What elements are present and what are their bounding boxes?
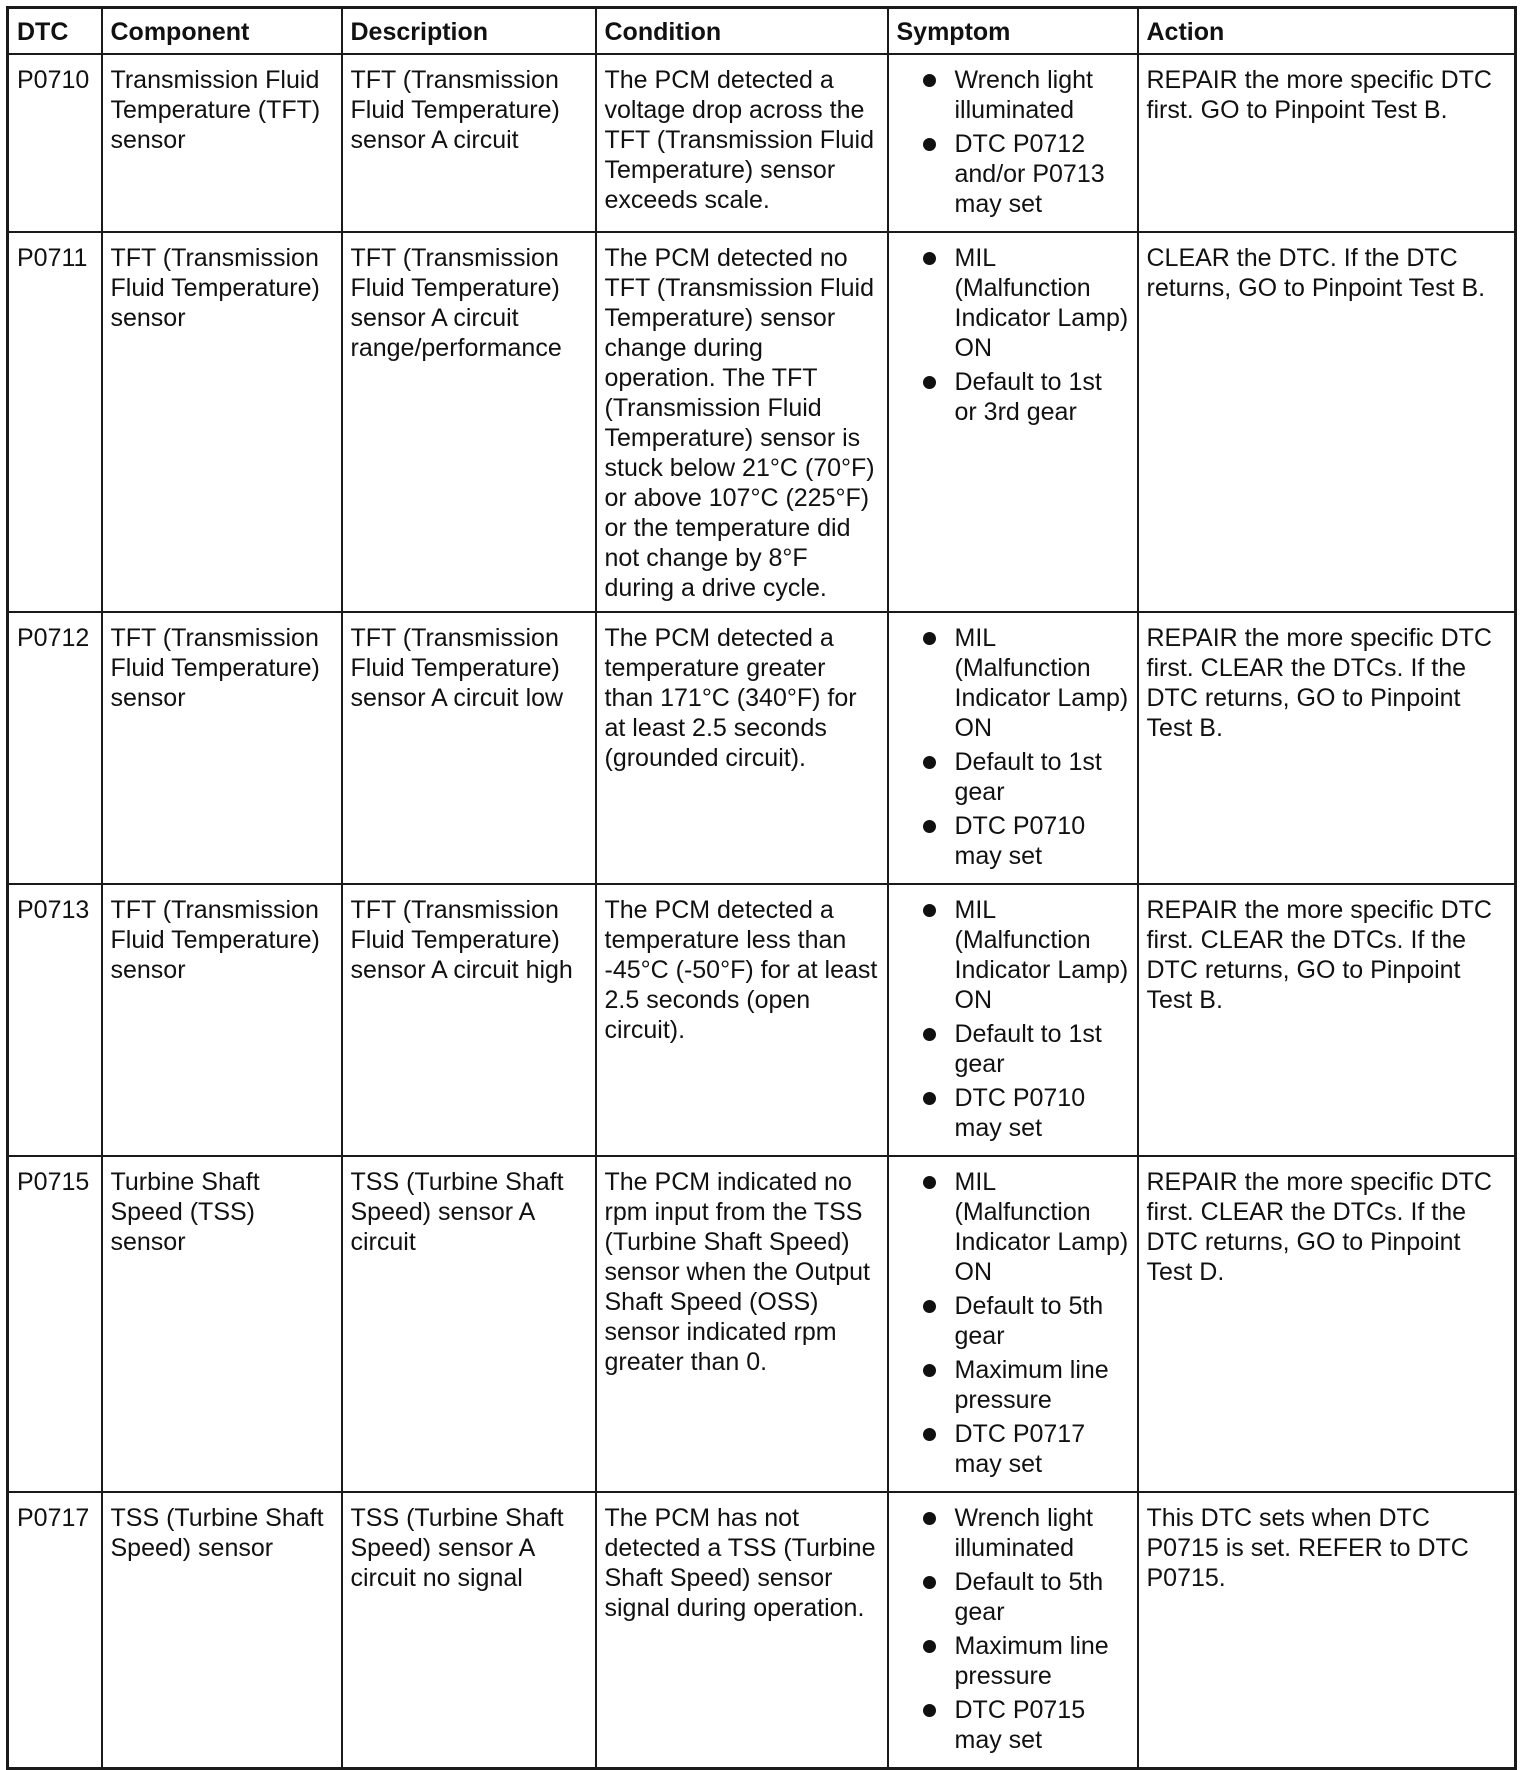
- bullet-icon: [923, 376, 936, 389]
- header-description: Description: [342, 8, 596, 55]
- symptom-list: [897, 1167, 1129, 1479]
- symptom-text: DTC P0710 may set: [954, 812, 1086, 870]
- symptom-cell: [888, 232, 1138, 612]
- symptom-cell: [888, 1492, 1138, 1769]
- description-cell: TSS (Turbine Shaft Speed) sensor A circuit no signal: [342, 1492, 596, 1769]
- symptom-text: Default to 1st or 3rd gear: [954, 368, 1102, 426]
- symptom-text: Wrench light illuminated: [954, 1504, 1093, 1562]
- symptom-cell: [888, 612, 1138, 884]
- symptom-list: [897, 623, 1129, 871]
- symptom-item: [897, 895, 1129, 1015]
- dtc-code: P0711: [8, 232, 102, 612]
- symptom-item: [897, 623, 1129, 743]
- symptom-item: [897, 1419, 1129, 1479]
- description-cell: TFT (Transmission Fluid Temperature) sensor A circuit: [342, 54, 596, 232]
- component-cell: Transmission Fluid Temperature (TFT) sensor: [102, 54, 342, 232]
- component-cell: TFT (Transmission Fluid Temperature) sensor: [102, 612, 342, 884]
- dtc-code: P0713: [8, 884, 102, 1156]
- symptom-text: Maximum line pressure: [954, 1356, 1109, 1414]
- bullet-icon: [923, 756, 936, 769]
- symptom-item: [897, 1631, 1129, 1691]
- symptom-item: [897, 1695, 1129, 1755]
- symptom-text: MIL (Malfunction Indicator Lamp) ON: [954, 244, 1129, 362]
- symptom-text: MIL (Malfunction Indicator Lamp) ON: [954, 896, 1129, 1014]
- symptom-text: MIL (Malfunction Indicator Lamp) ON: [954, 1168, 1129, 1286]
- component-cell: TSS (Turbine Shaft Speed) sensor: [102, 1492, 342, 1769]
- symptom-text: MIL (Malfunction Indicator Lamp) ON: [954, 624, 1129, 742]
- symptom-cell: [888, 54, 1138, 232]
- dtc-table: [6, 6, 1517, 1770]
- symptom-list: [897, 1503, 1129, 1755]
- symptom-item: [897, 1083, 1129, 1143]
- symptom-text: Wrench light illuminated: [954, 66, 1093, 124]
- symptom-text: Default to 5th gear: [954, 1568, 1104, 1626]
- table-row: [8, 1492, 1516, 1769]
- condition-cell: The PCM has not detected a TSS (Turbine Shaft Speed) sensor signal during operation.: [596, 1492, 888, 1769]
- bullet-icon: [923, 904, 936, 917]
- bullet-icon: [923, 252, 936, 265]
- description-cell: TFT (Transmission Fluid Temperature) sensor A circuit range/performance: [342, 232, 596, 612]
- action-cell: REPAIR the more specific DTC first. CLEAR the DTCs. If the DTC returns, GO to Pinpoint Test B.: [1138, 884, 1516, 1156]
- header-component: Component: [102, 8, 342, 55]
- bullet-icon: [923, 632, 936, 645]
- symptom-cell: [888, 1156, 1138, 1492]
- bullet-icon: [923, 820, 936, 833]
- bullet-icon: [923, 1512, 936, 1525]
- symptom-item: [897, 243, 1129, 363]
- symptom-list: [897, 243, 1129, 427]
- symptom-text: DTC P0715 may set: [954, 1696, 1086, 1754]
- symptom-text: Maximum line pressure: [954, 1632, 1109, 1690]
- symptom-text: Default to 1st gear: [954, 748, 1102, 806]
- symptom-item: [897, 1019, 1129, 1079]
- bullet-icon: [923, 1300, 936, 1313]
- header-row: [8, 8, 1516, 55]
- description-cell: TSS (Turbine Shaft Speed) sensor A circuit: [342, 1156, 596, 1492]
- description-cell: TFT (Transmission Fluid Temperature) sensor A circuit high: [342, 884, 596, 1156]
- symptom-item: [897, 1503, 1129, 1563]
- symptom-list: [897, 65, 1129, 219]
- component-cell: Turbine Shaft Speed (TSS) sensor: [102, 1156, 342, 1492]
- symptom-item: [897, 1567, 1129, 1627]
- bullet-icon: [923, 1092, 936, 1105]
- bullet-icon: [923, 1428, 936, 1441]
- symptom-text: Default to 5th gear: [954, 1292, 1104, 1350]
- bullet-icon: [923, 1176, 936, 1189]
- symptom-item: [897, 65, 1129, 125]
- condition-cell: The PCM indicated no rpm input from the TSS (Turbine Shaft Speed) sensor when the Output Shaft Speed (OSS) sensor indicated rpm greater than 0.: [596, 1156, 888, 1492]
- dtc-code: P0715: [8, 1156, 102, 1492]
- bullet-icon: [923, 1364, 936, 1377]
- symptom-item: [897, 367, 1129, 427]
- action-cell: This DTC sets when DTC P0715 is set. REFER to DTC P0715.: [1138, 1492, 1516, 1769]
- action-cell: REPAIR the more specific DTC first. CLEAR the DTCs. If the DTC returns, GO to Pinpoint Test D.: [1138, 1156, 1516, 1492]
- symptom-item: [897, 129, 1129, 219]
- bullet-icon: [923, 1576, 936, 1589]
- condition-cell: The PCM detected no TFT (Transmission Fluid Temperature) sensor change during operation. The TFT (Transmission Fluid Temperature) sensor is stuck below 21°C (70°F) or above 107°C (225°F) or the temperature did not change by 8°F during a drive cycle.: [596, 232, 888, 612]
- symptom-cell: [888, 884, 1138, 1156]
- header-dtc: DTC: [8, 8, 102, 55]
- bullet-icon: [923, 138, 936, 151]
- bullet-icon: [923, 1704, 936, 1717]
- table-row: [8, 54, 1516, 232]
- symptom-item: [897, 1355, 1129, 1415]
- header-condition: Condition: [596, 8, 888, 55]
- symptom-text: Default to 1st gear: [954, 1020, 1102, 1078]
- action-cell: REPAIR the more specific DTC first. CLEAR the DTCs. If the DTC returns, GO to Pinpoint Test B.: [1138, 612, 1516, 884]
- header-action: Action: [1138, 8, 1516, 55]
- bullet-icon: [923, 1028, 936, 1041]
- symptom-item: [897, 747, 1129, 807]
- description-cell: TFT (Transmission Fluid Temperature) sensor A circuit low: [342, 612, 596, 884]
- symptom-text: DTC P0712 and/or P0713 may set: [954, 130, 1105, 218]
- dtc-code: P0717: [8, 1492, 102, 1769]
- condition-cell: The PCM detected a voltage drop across the TFT (Transmission Fluid Temperature) sensor exceeds scale.: [596, 54, 888, 232]
- condition-cell: The PCM detected a temperature greater than 171°C (340°F) for at least 2.5 seconds (grounded circuit).: [596, 612, 888, 884]
- symptom-text: DTC P0717 may set: [954, 1420, 1086, 1478]
- symptom-text: DTC P0710 may set: [954, 1084, 1086, 1142]
- bullet-icon: [923, 74, 936, 87]
- symptom-item: [897, 811, 1129, 871]
- action-cell: REPAIR the more specific DTC first. GO to Pinpoint Test B.: [1138, 54, 1516, 232]
- table-row: [8, 612, 1516, 884]
- condition-cell: The PCM detected a temperature less than -45°C (-50°F) for at least 2.5 seconds (open circuit).: [596, 884, 888, 1156]
- action-cell: CLEAR the DTC. If the DTC returns, GO to Pinpoint Test B.: [1138, 232, 1516, 612]
- symptom-item: [897, 1167, 1129, 1287]
- bullet-icon: [923, 1640, 936, 1653]
- symptom-item: [897, 1291, 1129, 1351]
- symptom-list: [897, 895, 1129, 1143]
- dtc-code: P0712: [8, 612, 102, 884]
- table-row: [8, 1156, 1516, 1492]
- table-row: [8, 232, 1516, 612]
- table-row: [8, 884, 1516, 1156]
- dtc-code: P0710: [8, 54, 102, 232]
- component-cell: TFT (Transmission Fluid Temperature) sensor: [102, 884, 342, 1156]
- header-symptom: Symptom: [888, 8, 1138, 55]
- component-cell: TFT (Transmission Fluid Temperature) sensor: [102, 232, 342, 612]
